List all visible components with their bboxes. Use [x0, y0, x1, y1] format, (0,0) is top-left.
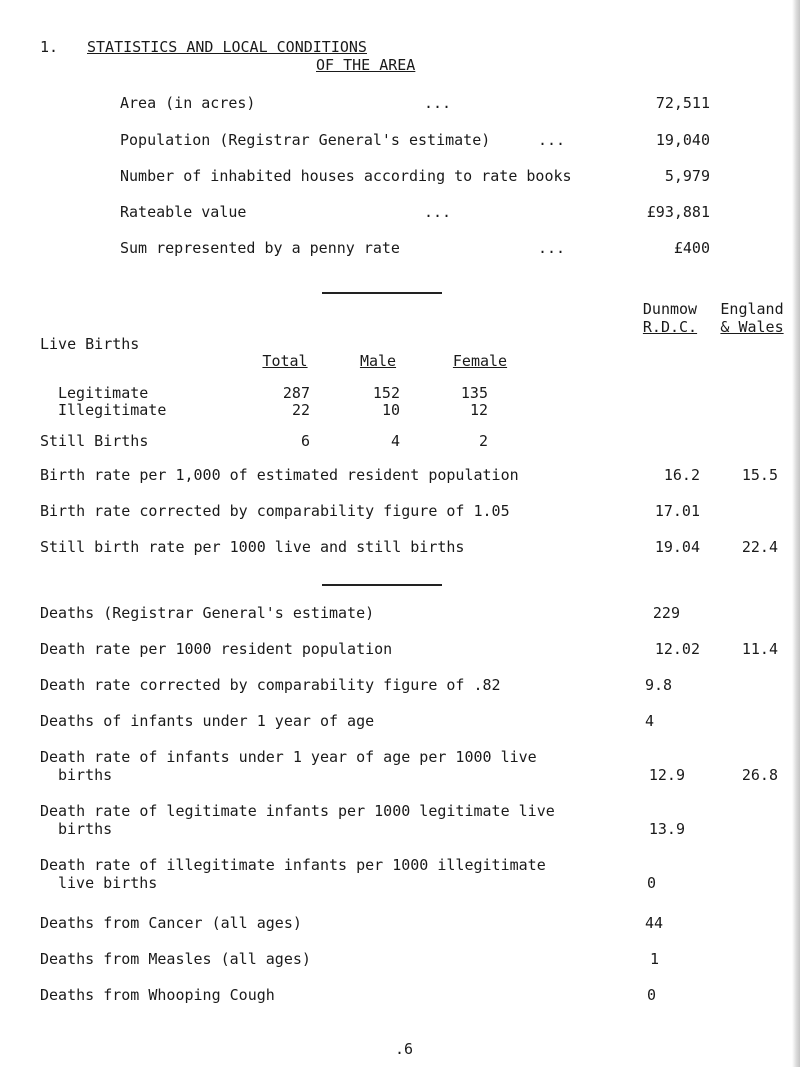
stat-value: 19,040	[655, 131, 710, 149]
section-title: STATISTICS AND LOCAL CONDITIONS	[87, 38, 367, 56]
live-births-heading: Live Births	[40, 335, 140, 353]
births-male: 152	[372, 384, 400, 402]
col-header-male: Male	[359, 352, 397, 370]
death-dunmow: 12.02	[654, 640, 700, 658]
death-label: Death rate of legitimate infants per 1000 legitimate live	[40, 802, 555, 820]
death-label: Death rate per 1000 resident population	[40, 640, 393, 658]
death-dunmow: 1	[650, 950, 660, 968]
death-label-cont: births	[58, 766, 113, 784]
births-total: 22	[291, 401, 310, 419]
death-dunmow: 44	[645, 914, 664, 932]
death-label: Death rate of infants under 1 year of age per 1000 live	[40, 748, 537, 766]
stat-dots: ...	[538, 131, 566, 149]
death-dunmow: 229	[652, 604, 680, 622]
stat-value: £93,881	[646, 203, 710, 221]
births-male: 4	[390, 432, 400, 450]
death-label: Deaths (Registrar General's estimate)	[40, 604, 375, 622]
rate-label: Birth rate corrected by comparability figure of 1.05	[40, 502, 510, 520]
death-dunmow: 9.8	[645, 676, 673, 694]
page-number: .6	[395, 1040, 414, 1058]
col-header-england-sub: & Wales	[720, 318, 784, 336]
births-female: 12	[469, 401, 488, 419]
col-header-female: Female	[452, 352, 508, 370]
births-female: 2	[478, 432, 488, 450]
section-subtitle: OF THE AREA	[316, 56, 416, 74]
stat-label: Population (Registrar General's estimate)	[120, 131, 491, 149]
births-row-label: Legitimate	[58, 384, 149, 402]
births-total: 6	[300, 432, 310, 450]
stat-value: 72,511	[655, 94, 710, 112]
rate-england: 22.4	[741, 538, 778, 556]
births-female: 135	[460, 384, 488, 402]
stat-label: Rateable value	[120, 203, 247, 221]
death-label-cont: live births	[58, 874, 158, 892]
rate-label: Still birth rate per 1000 live and still births	[40, 538, 465, 556]
section-divider	[322, 292, 442, 294]
rate-dunmow: 16.2	[663, 466, 700, 484]
col-header-total: Total	[262, 352, 308, 370]
stat-value: 5,979	[664, 167, 710, 185]
births-row-label: Illegitimate	[58, 401, 167, 419]
stat-label: Area (in acres)	[120, 94, 256, 112]
death-label: Death rate corrected by comparability figure of .82	[40, 676, 501, 694]
births-male: 10	[381, 401, 400, 419]
death-dunmow: 0	[647, 986, 657, 1004]
death-dunmow: 13.9	[648, 820, 685, 838]
stat-value: £400	[673, 239, 710, 257]
stat-dots: ...	[424, 203, 452, 221]
death-label: Deaths from Measles (all ages)	[40, 950, 311, 968]
death-dunmow: 0	[647, 874, 657, 892]
rate-dunmow: 19.04	[654, 538, 700, 556]
col-header-dunmow-sub: R.D.C.	[642, 318, 698, 336]
scan-edge-shadow	[792, 0, 800, 1067]
death-label: Deaths of infants under 1 year of age	[40, 712, 375, 730]
stat-dots: ...	[424, 94, 452, 112]
col-header-dunmow: Dunmow	[642, 300, 698, 318]
rate-england: 15.5	[741, 466, 778, 484]
col-header-england: England	[720, 300, 784, 318]
section-divider	[322, 584, 442, 586]
births-row-label: Still Births	[40, 432, 149, 450]
stat-dots: ...	[538, 239, 566, 257]
rate-label: Birth rate per 1,000 of estimated resident population	[40, 466, 519, 484]
death-label-cont: births	[58, 820, 113, 838]
stat-label: Number of inhabited houses according to rate books	[120, 167, 572, 185]
death-dunmow: 4	[645, 712, 655, 730]
births-total: 287	[282, 384, 310, 402]
stat-label: Sum represented by a penny rate	[120, 239, 400, 257]
death-dunmow: 12.9	[648, 766, 685, 784]
death-label: Deaths from Cancer (all ages)	[40, 914, 302, 932]
death-england: 11.4	[741, 640, 778, 658]
death-england: 26.8	[741, 766, 778, 784]
death-label: Deaths from Whooping Cough	[40, 986, 275, 1004]
rate-dunmow: 17.01	[654, 502, 700, 520]
section-number: 1.	[40, 38, 59, 56]
death-label: Death rate of illegitimate infants per 1000 illegitimate	[40, 856, 546, 874]
